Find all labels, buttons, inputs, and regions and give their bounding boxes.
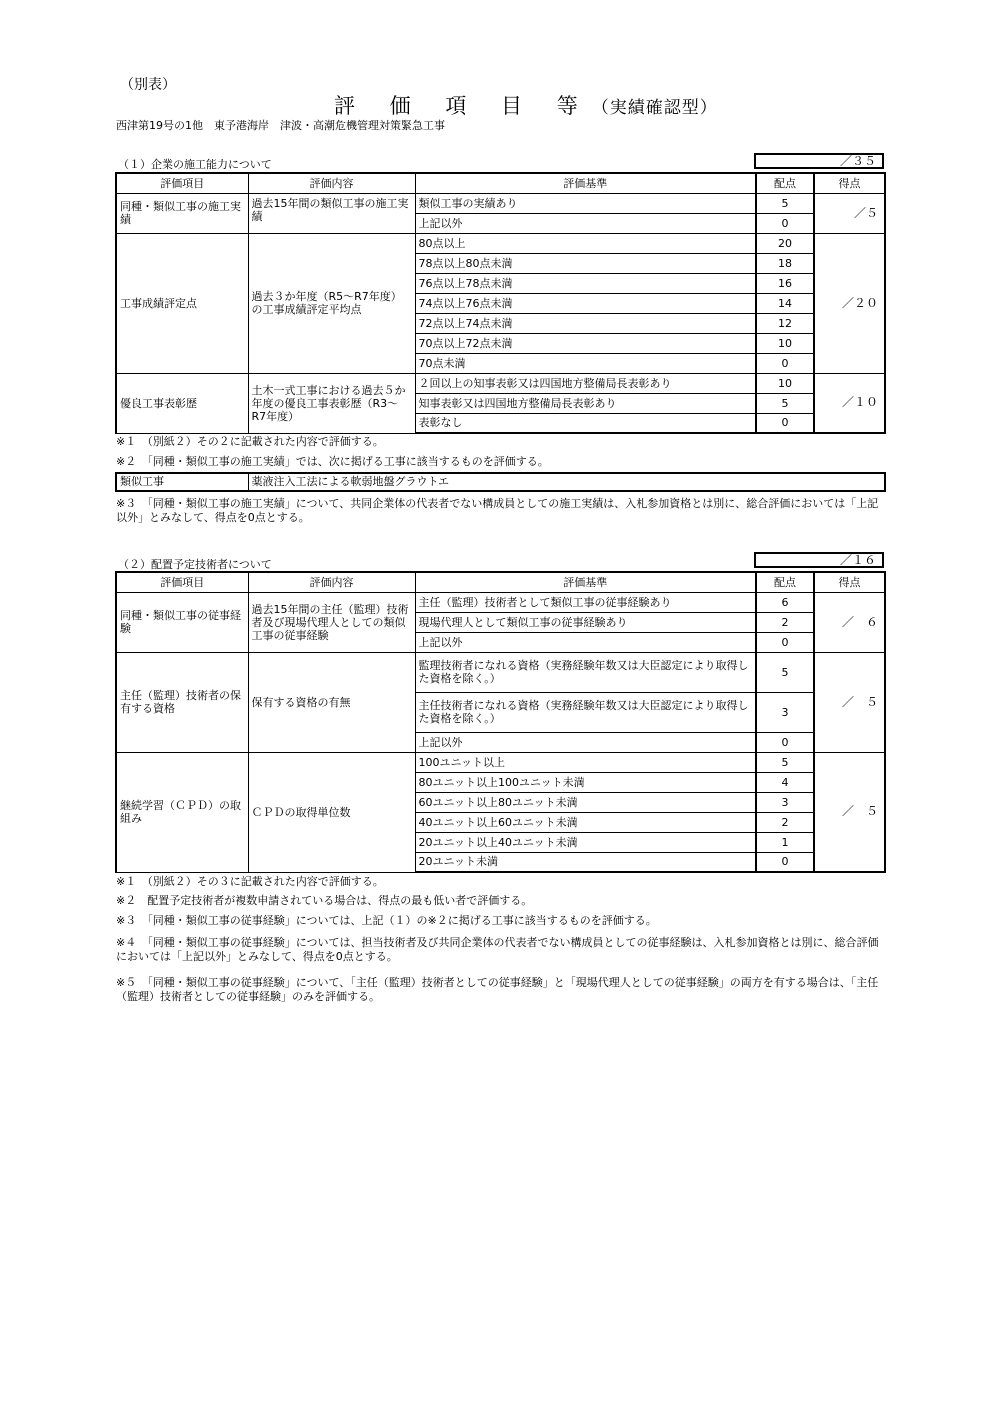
section2-note-5: ※５ 「同種・類似工事の従事経験」について、「主任（監理）技術者としての従事経験」と「現場代理人としての従事経験」の両方を有する場合は、「主任（監理）技術者としての従事経験」のみを評価する。: [116, 976, 879, 1003]
allocation-value: 10: [756, 373, 814, 393]
section2-note-3: ※３ 「同種・類似工事の従事経験」については、上記（１）の※２に掲げる工事に該当するものを評価する。: [116, 914, 657, 927]
score-cell: ／５: [814, 193, 885, 233]
content-similar-work: 過去15年間の類似工事の施工実績: [248, 193, 415, 233]
allocation-value: 10: [756, 333, 814, 353]
allocation-value: 0: [756, 632, 814, 652]
criteria-row: 70点未満: [415, 353, 756, 373]
item-engineer-experience: 同種・類似工事の従事経験: [116, 592, 248, 652]
criteria-row: 上記以外: [415, 732, 756, 752]
item-engineer-qualification: 主任（監理）技術者の保有する資格: [116, 652, 248, 752]
content-engineer-qualification: 保有する資格の有無: [248, 652, 415, 752]
header-item: 評価項目: [116, 173, 248, 193]
page-title: [334, 90, 718, 120]
score-cell: ／ ５: [814, 652, 885, 752]
allocation-value: 20: [756, 233, 814, 253]
section1-note-2: ※２ 「同種・類似工事の施工実績」では、次に掲げる工事に該当するものを評価する。: [116, 455, 549, 468]
allocation-value: 5: [756, 193, 814, 213]
header-allocation: 配点: [756, 572, 814, 592]
score-cell: ／２０: [814, 233, 885, 373]
allocation-value: 16: [756, 273, 814, 293]
allocation-value: 3: [756, 692, 814, 732]
criteria-row: 現場代理人として類似工事の従事経験あり: [415, 612, 756, 632]
project-name: 西津第19号の1他 東予港海岸 津波・高潮危機管理対策緊急工事: [116, 119, 445, 132]
allocation-value: 5: [756, 393, 814, 413]
section1-title: （１）企業の施工能力について: [118, 158, 272, 171]
score-cell: ／１０: [814, 373, 885, 433]
allocation-value: 6: [756, 592, 814, 612]
similar-work-label: 類似工事: [116, 473, 248, 491]
section2-note-2: ※２ 配置予定技術者が複数申請されている場合は、得点の最も低い者で評価する。: [116, 894, 533, 907]
section1-note-1: ※１ （別紙２）その２に記載された内容で評価する。: [116, 435, 384, 448]
criteria-row: ２回以上の知事表彰又は四国地方整備局長表彰あり: [415, 373, 756, 393]
allocation-value: 4: [756, 772, 814, 792]
criteria-row: 20ユニット未満: [415, 852, 756, 872]
section2-note-4: ※４ 「同種・類似工事の従事経験」については、担当技術者及び共同企業体の代表者でない構成員としての従事経験は、入札参加資格とは別に、総合評価においては「上記以外」とみなして、得点を0点とする。: [116, 936, 879, 963]
section2-title: （２）配置予定技術者について: [118, 558, 272, 571]
criteria-row: 76点以上78点未満: [415, 273, 756, 293]
allocation-value: 5: [756, 652, 814, 692]
section1-total: ／３５: [754, 153, 884, 169]
allocation-value: 5: [756, 752, 814, 772]
content-cpd: ＣＰＤの取得単位数: [248, 752, 415, 872]
content-engineer-experience: 過去15年間の主任（監理）技術者及び現場代理人としての類似工事の従事経験: [248, 592, 415, 652]
criteria-row: 主任技術者になれる資格（実務経験年数又は大臣認定により取得した資格を除く。）: [415, 692, 756, 732]
content-performance-rating: 過去３か年度（R5～R7年度）の工事成績評定平均点: [248, 233, 415, 373]
criteria-row: 40ユニット以上60ユニット未満: [415, 812, 756, 832]
item-cpd: 継続学習（ＣＰＤ）の取組み: [116, 752, 248, 872]
page-title-main: 評 価 項 目 等: [334, 94, 592, 118]
item-similar-work: 同種・類似工事の施工実績: [116, 193, 248, 233]
header-criteria: 評価基準: [415, 173, 756, 193]
criteria-row: 監理技術者になれる資格（実務経験年数又は大臣認定により取得した資格を除く。）: [415, 652, 756, 692]
criteria-row: 100ユニット以上: [415, 752, 756, 772]
similar-work-value: 薬液注入工法による軟弱地盤グラウトエ: [248, 473, 885, 491]
criteria-row: 表彰なし: [415, 413, 756, 433]
header-score: 得点: [814, 572, 885, 592]
criteria-row: 70点以上72点未満: [415, 333, 756, 353]
criteria-row: 20ユニット以上40ユニット未満: [415, 832, 756, 852]
allocation-value: 14: [756, 293, 814, 313]
content-excellent-award: 土木一式工事における過去５か年度の優良工事表彰歴（R3～R7年度）: [248, 373, 415, 433]
criteria-row: 74点以上76点未満: [415, 293, 756, 313]
header-content: 評価内容: [248, 173, 415, 193]
allocation-value: 1: [756, 832, 814, 852]
allocation-value: 0: [756, 213, 814, 233]
allocation-value: 3: [756, 792, 814, 812]
allocation-value: 12: [756, 313, 814, 333]
header-item: 評価項目: [116, 572, 248, 592]
section2-table: [115, 571, 886, 873]
section2-note-1: ※１ （別紙２）その３に記載された内容で評価する。: [116, 875, 384, 888]
header-score: 得点: [814, 173, 885, 193]
allocation-value: 18: [756, 253, 814, 273]
section1-table: [115, 172, 886, 434]
allocation-value: 2: [756, 612, 814, 632]
allocation-value: 0: [756, 852, 814, 872]
section2-total: ／１６: [754, 552, 884, 568]
criteria-row: 主任（監理）技術者として類似工事の従事経験あり: [415, 592, 756, 612]
item-performance-rating: 工事成績評定点: [116, 233, 248, 373]
similar-work-table: [115, 472, 886, 492]
annex-label: （別表）: [120, 77, 176, 93]
criteria-row: 上記以外: [415, 632, 756, 652]
criteria-row: 78点以上80点未満: [415, 253, 756, 273]
criteria-row: 知事表彰又は四国地方整備局長表彰あり: [415, 393, 756, 413]
criteria-row: 上記以外: [415, 213, 756, 233]
header-criteria: 評価基準: [415, 572, 756, 592]
criteria-row: 80点以上: [415, 233, 756, 253]
header-allocation: 配点: [756, 173, 814, 193]
allocation-value: 0: [756, 732, 814, 752]
allocation-value: 2: [756, 812, 814, 832]
allocation-value: 0: [756, 353, 814, 373]
section1-note-3: ※３ 「同種・類似工事の施工実績」について、共同企業体の代表者でない構成員としての施工実績は、入札参加資格とは別に、総合評価においては「上記以外」とみなして、得点を0点とする。: [116, 497, 879, 524]
criteria-row: 60ユニット以上80ユニット未満: [415, 792, 756, 812]
criteria-row: 類似工事の実績あり: [415, 193, 756, 213]
score-cell: ／ ６: [814, 592, 885, 652]
header-content: 評価内容: [248, 572, 415, 592]
criteria-row: 80ユニット以上100ユニット未満: [415, 772, 756, 792]
score-cell: ／ ５: [814, 752, 885, 872]
item-excellent-award: 優良工事表彰歴: [116, 373, 248, 433]
allocation-value: 0: [756, 413, 814, 433]
criteria-row: 72点以上74点未満: [415, 313, 756, 333]
page-title-sub: （実績確認型）: [591, 98, 718, 118]
